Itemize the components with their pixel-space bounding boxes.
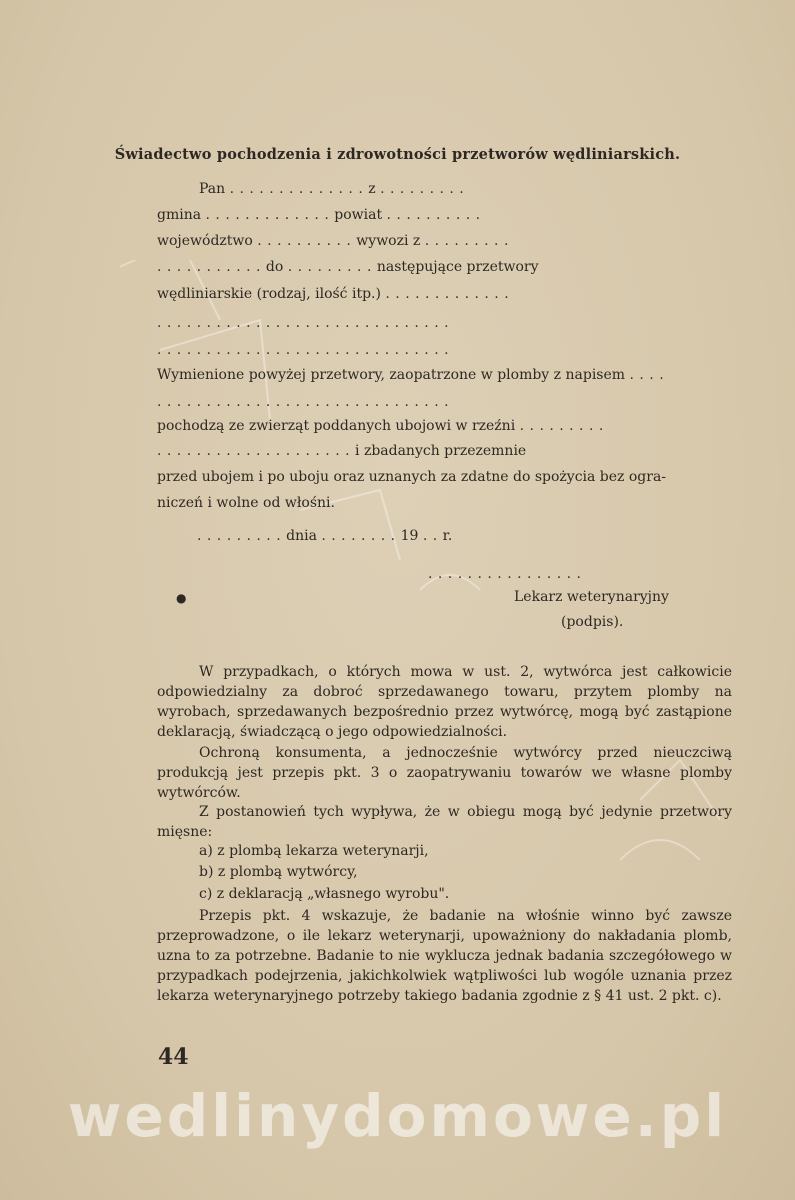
list-item: a) z plombą lekarza weterynarji, (199, 843, 429, 859)
form-line-2 (157, 207, 481, 223)
fill-dots: . . . . . . . . . . . (157, 259, 266, 275)
dotted-line: . . . . . . . . . . . . . . . . . . . . . . . . . . . . . . (157, 342, 450, 358)
label-wojewodztwo: województwo (157, 233, 253, 249)
signature-note: (podpis). (561, 614, 624, 630)
fill-dots: . . . . . . . . . (424, 233, 509, 249)
label-pan: Pan (199, 181, 226, 197)
dotted-line: . . . . . . . . . . . . . . . . . . . . . . . . . . . . . . (157, 315, 450, 331)
document-title: Świadectwo pochodzenia i zdrowotności przetworów wędliniarskich. (114, 146, 681, 163)
page-number: 44 (158, 1044, 189, 1070)
label-zbadanych: i zbadanych przezemnie (355, 443, 527, 459)
fill-dots: . . . . . . . . . (197, 528, 287, 544)
form-line-12: przed ubojem i po uboju oraz uznanych za zdatne do spożycia bez ogra- (157, 469, 667, 485)
form-line-10 (157, 418, 604, 434)
label-z: z (368, 181, 376, 197)
form-line-5 (157, 286, 509, 302)
paragraph-4: Przepis pkt. 4 wskazuje, że badanie na włośnie winno być zawsze przeprowadzone, o ile lekarz weterynarji, upoważniony do nakładania plomb, uzna to za potrzebne. Badanie to nie wyklucza jednak badania szczegółowego w przypadkach podejrzenia, jakichkolwiek wątpliwości lub wogóle uznania przez lekarza weterynaryjnego potrzeby takiego badania zgodnie z § 41 ust. 2 pkt. c). (157, 908, 732, 1004)
form-line-4 (157, 259, 539, 275)
list-item: c) z deklaracją „własnego wyrobu". (199, 886, 450, 902)
label-wymienione: Wymienione powyżej przetwory, zaopatrzone w plomby z napisem (157, 367, 626, 383)
label-przetwory: następujące przetwory (376, 259, 539, 275)
dotted-line: . . . . . . . . . . . . . . . . . . . . . . . . . . . . . . (157, 394, 450, 410)
paragraph-1: W przypadkach, o których mowa w ust. 2, wytwórca jest całkowicie odpowiedzialny za dobroć sprzedawanego towaru, przytem plomby na wyrobach, sprzedawanych bezpośrednio przez wytwórcę, mogą być zastąpione deklaracją, świadczącą o jego odpowiedzialności. (157, 664, 732, 740)
form-line-3 (157, 233, 509, 249)
fill-dots: . . (422, 528, 443, 544)
label-gmina: gmina (157, 207, 202, 223)
fill-dots: . . . . . . . . . . . . . . (229, 181, 369, 197)
fill-dots: . . . . . . . . . (519, 418, 604, 434)
form-line-1 (199, 181, 464, 197)
fill-dots: . . . . . . . . (321, 528, 401, 544)
signer-title: Lekarz weterynaryjny (514, 589, 669, 605)
form-line-13: niczeń i wolne od włośni. (157, 495, 335, 511)
label-wywozi: wywozi z (356, 233, 421, 249)
label-year: 19 (400, 528, 419, 544)
fill-dots: . . . . . . . . . (287, 259, 377, 275)
label-dnia: dnia (286, 528, 317, 544)
fill-dots: . . . . . . . . . . . . . . . . . . . . (157, 443, 356, 459)
paragraph-3: Z postanowień tych wypływa, że w obiegu mogą być jedynie przetwory mięsne: (157, 804, 732, 840)
date-line (197, 528, 452, 544)
fill-dots: . . . . (629, 367, 665, 383)
bullet-mark: ● (176, 591, 187, 605)
site-watermark: wedlinydomowe.pl (67, 1082, 728, 1150)
fill-dots: . . . . . . . . . . (386, 207, 481, 223)
label-wedliniarskie: wędliniarskie (rodzaj, ilość itp.) (157, 286, 381, 302)
label-powiat: powiat (334, 207, 383, 223)
label-pochodza: pochodzą ze zwierząt poddanych ubojowi w rzeźni (157, 418, 516, 434)
fill-dots: . . . . . . . . . . . . . (205, 207, 335, 223)
label-do: do (265, 259, 284, 275)
label-year-suffix: r. (442, 528, 453, 544)
form-line-8 (157, 367, 664, 383)
paragraph-2: Ochroną konsumenta, a jednocześnie wytwórcy przed nieuczciwą produkcją jest przepis pkt. 3 o zaopatrywaniu towarów we własne plomby wytwórców. (157, 745, 732, 801)
signature-dotted-line: . . . . . . . . . . . . . . . . (428, 566, 582, 582)
fill-dots: . . . . . . . . . (380, 181, 465, 197)
fill-dots: . . . . . . . . . . . . . (385, 286, 510, 302)
fill-dots: . . . . . . . . . . (257, 233, 357, 249)
list-item: b) z plombą wytwórcy, (199, 864, 358, 880)
form-line-11 (157, 443, 526, 459)
